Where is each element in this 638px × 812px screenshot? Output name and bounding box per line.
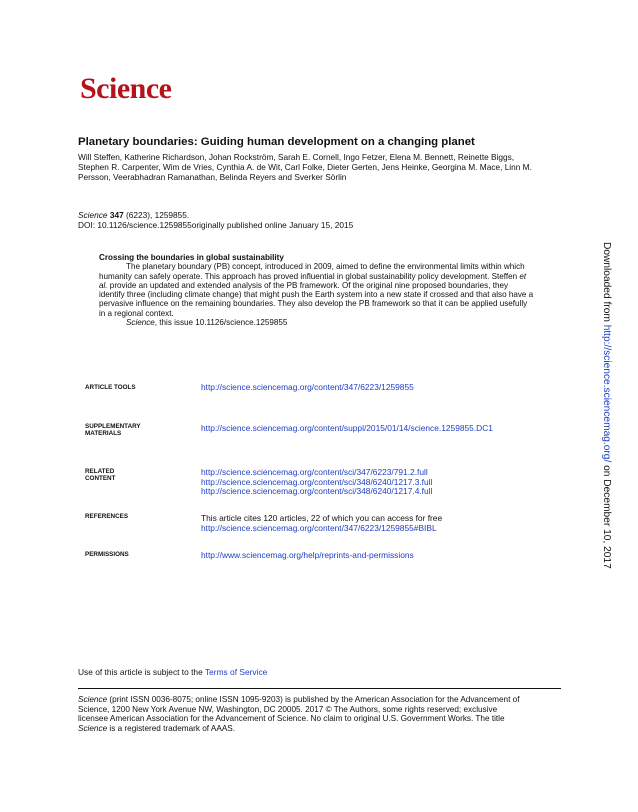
references-info xyxy=(201,514,442,533)
supplementary-label-line: SUPPLEMENTARY xyxy=(85,423,141,430)
authors-line: Persson, Veerabhadran Ramanathan, Belinda Reyers and Sverker Sörlin xyxy=(78,172,347,183)
related-links xyxy=(201,468,432,497)
footer-line xyxy=(78,724,558,734)
related-url[interactable]: http://science.sciencemag.org/content/sci/348/6240/1217.4.full xyxy=(201,486,433,497)
supplementary-link[interactable] xyxy=(201,424,493,434)
terms-prefix: Use of this article is subject to the xyxy=(78,667,205,677)
authors-line: Stephen R. Carpenter, Wim de Vries, Cynthia A. de Wit, Carl Folke, Dieter Gerten, Jens Heinke, Georgina M. Mace, Linn M. xyxy=(78,162,532,173)
summary-line: The planetary boundary (PB) concept, introduced in 2009, aimed to define the environmental limits within which xyxy=(126,262,525,272)
doi-line: DOI: 10.1126/science.1259855originally published online January 15, 2015 xyxy=(78,220,354,230)
science-logo: Science xyxy=(80,72,172,105)
footer-notice xyxy=(78,695,558,733)
related-url[interactable]: http://science.sciencemag.org/content/sci/347/6223/791.2.full xyxy=(201,467,428,477)
references-label: REFERENCES xyxy=(85,513,129,520)
references-url[interactable]: http://science.sciencemag.org/content/347/6223/1259855#BIBL xyxy=(201,522,437,533)
related-url[interactable]: http://science.sciencemag.org/content/sci/348/6240/1217.3.full xyxy=(201,476,433,487)
citation-line xyxy=(78,210,353,220)
footer-journal: Science xyxy=(78,695,108,704)
footer-line: licensee American Association for the Advancement of Science. No claim to original U.S. Government Works. The title xyxy=(78,714,505,724)
related-label-line: CONTENT xyxy=(85,475,116,482)
summary-heading: Crossing the boundaries in global sustainability xyxy=(99,253,284,262)
authors-line: Will Steffen, Katherine Richardson, Johan Rockström, Sarah E. Cornell, Ingo Fetzer, Elena M. Bennett, Reinette Biggs, xyxy=(78,152,515,162)
footer-text: is a registered trademark of AAAS. xyxy=(107,723,236,733)
footer-text: (print ISSN 0036-8075; online ISSN 1095-9203) is published by the American Association for the Advancement of xyxy=(107,695,520,704)
citation xyxy=(78,210,353,230)
summary-reference xyxy=(99,318,561,327)
citation-volume: 347 xyxy=(109,210,124,220)
article-tools-url[interactable]: http://science.sciencemag.org/content/347/6223/1259855 xyxy=(201,382,414,392)
citation-journal: Science xyxy=(78,210,108,220)
summary-line: in a regional context. xyxy=(99,308,174,318)
permissions-url[interactable]: http://www.sciencemag.org/help/reprints-and-permissions xyxy=(201,550,414,560)
article-tools-label: ARTICLE TOOLS xyxy=(85,384,136,391)
summary-al: al. xyxy=(99,280,108,290)
download-suffix: on December 10, 2017 xyxy=(601,462,612,569)
editor-summary xyxy=(99,253,561,327)
download-prefix: Downloaded from xyxy=(601,242,612,325)
footer-line xyxy=(78,695,558,705)
summary-line xyxy=(99,281,561,290)
footer-divider xyxy=(78,688,561,689)
supplementary-url[interactable]: http://science.sciencemag.org/content/suppl/2015/01/14/science.1259855.DC1 xyxy=(201,423,493,433)
footer-journal: Science xyxy=(78,723,108,733)
summary-text: provide an updated and extended analysis of the PB framework. Of the original nine proposed boundaries, they xyxy=(107,280,509,290)
permissions-label: PERMISSIONS xyxy=(85,551,129,558)
summary-ref-text: , this issue 10.1126/science.1259855 xyxy=(154,318,288,328)
summary-et: et xyxy=(519,271,527,281)
download-stamp xyxy=(601,242,612,582)
references-text: This article cites 120 articles, 22 of which you can access for free xyxy=(201,513,443,523)
terms-notice xyxy=(78,667,267,677)
summary-line: identify three (including climate change) that might push the Earth system into a new state if crossed and that also have a xyxy=(99,290,534,300)
author-list xyxy=(78,152,558,183)
summary-line: pervasive influence on the remaining boundaries. They also develop the PB framework so that it can be applied usefully xyxy=(99,299,528,309)
terms-of-service-link[interactable]: Terms of Service xyxy=(204,667,268,677)
citation-issue: (6223), 1259855. xyxy=(123,210,190,220)
related-label-line: RELATED xyxy=(85,468,115,475)
summary-ref-journal: Science xyxy=(126,318,155,328)
related-content-label xyxy=(85,468,175,482)
footer-line: Science, 1200 New York Avenue NW, Washington, DC 20005. 2017 © The Authors, some rights reserved; exclusive xyxy=(78,704,498,714)
summary-text: humanity can safely operate. This approach has proved influential in global sustainability policy development. Steffen xyxy=(99,271,518,281)
supplementary-label xyxy=(85,423,175,437)
article-title: Planetary boundaries: Guiding human development on a changing planet xyxy=(78,136,475,148)
article-tools-link[interactable] xyxy=(201,383,414,393)
summary-line xyxy=(99,272,561,281)
permissions-link[interactable] xyxy=(201,551,414,561)
download-site-link[interactable]: http://science.sciencemag.org/ xyxy=(601,324,612,463)
supplementary-label-line: MATERIALS xyxy=(85,430,122,437)
